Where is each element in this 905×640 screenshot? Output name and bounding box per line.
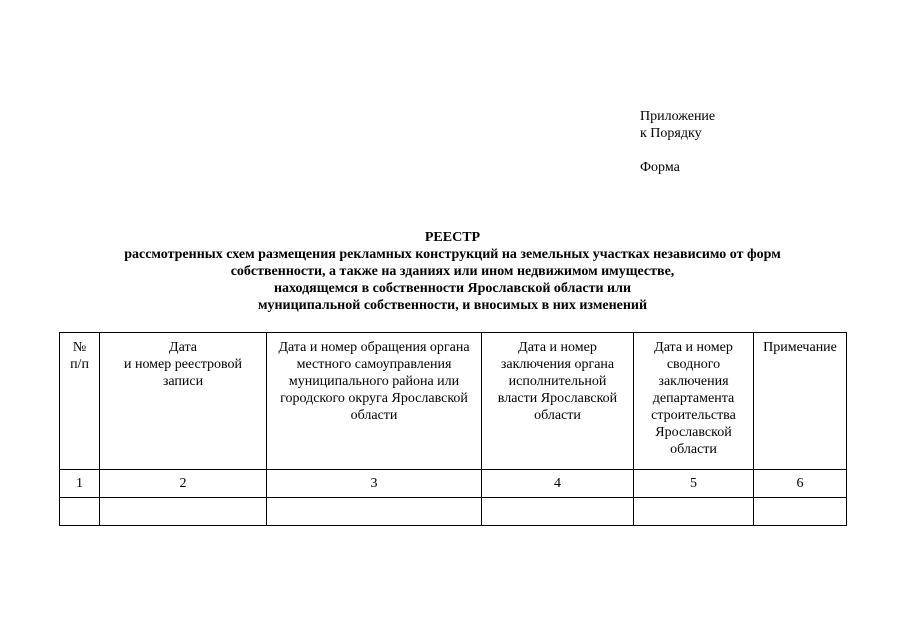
table-cell xyxy=(634,498,754,526)
header-executive-conclusion: Дата и номер заключения органа исполнительной власти Ярославской области xyxy=(482,333,634,470)
table-cell xyxy=(60,498,100,526)
form-label: Форма xyxy=(640,160,680,175)
table-row xyxy=(60,498,847,526)
column-number: 2 xyxy=(100,470,267,498)
appendix-reference: к Порядку xyxy=(640,126,702,141)
title-line: собственности, а также на зданиях или ином недвижимом имуществе, xyxy=(230,264,675,279)
title-line: муниципальной собственности, и вносимых в них изменений xyxy=(257,298,648,313)
appendix-block xyxy=(640,108,715,176)
table-header-row xyxy=(60,333,847,470)
title-line: рассмотренных схем размещения рекламных конструкций на земельных участках независимо от форм xyxy=(124,247,781,262)
column-number: 4 xyxy=(482,470,634,498)
table-cell xyxy=(267,498,482,526)
header-municipal-request: Дата и номер обращения органа местного самоуправления муниципального района или городского округа Ярославской области xyxy=(267,333,482,470)
column-number-row xyxy=(60,470,847,498)
column-number: 5 xyxy=(634,470,754,498)
header-consolidated-conclusion: Дата и номер сводного заключения департамента строительства Ярославской области xyxy=(634,333,754,470)
registry-table xyxy=(59,332,847,526)
header-registry-entry: Дата и номер реестровой записи xyxy=(100,333,267,470)
table-cell xyxy=(100,498,267,526)
appendix-line: Приложение xyxy=(640,109,716,124)
title-line: находящемся в собственности Ярославской области или xyxy=(273,281,632,296)
table-cell xyxy=(754,498,847,526)
column-number: 1 xyxy=(60,470,100,498)
header-number: № п/п xyxy=(60,333,100,470)
column-number: 3 xyxy=(267,470,482,498)
header-note: Примечание xyxy=(754,333,847,470)
table-cell xyxy=(482,498,634,526)
column-number: 6 xyxy=(754,470,847,498)
document-title xyxy=(40,229,865,314)
title-heading: РЕЕСТР xyxy=(424,230,481,245)
